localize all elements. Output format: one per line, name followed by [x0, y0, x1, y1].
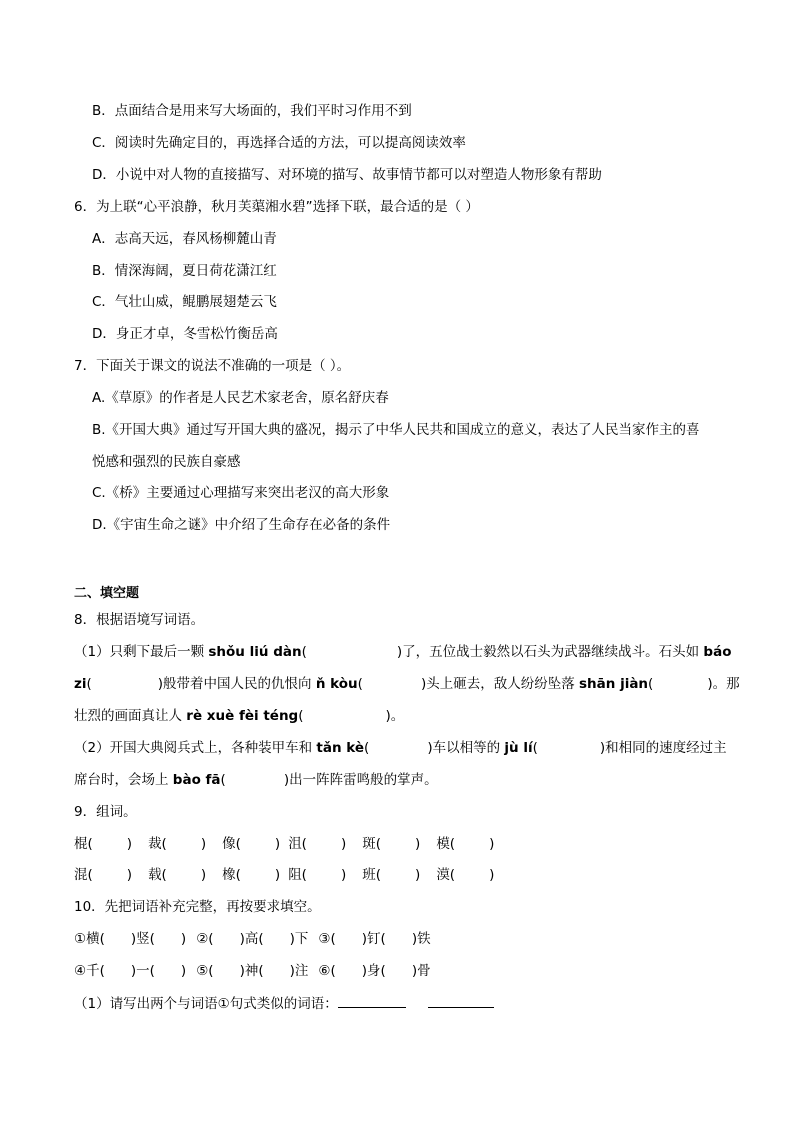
paren-close: )	[340, 867, 347, 883]
idiom-part: )竖(	[130, 931, 155, 947]
idiom-part: )注	[289, 963, 309, 979]
q9-char: 混(	[74, 867, 93, 883]
paren-close: )	[415, 867, 421, 883]
paren-close: )	[415, 836, 421, 852]
idiom-part: )神(	[239, 963, 264, 979]
paren-close: )	[200, 836, 207, 852]
idiom-part: )	[180, 963, 187, 979]
pinyin-rikou: ň kòu	[315, 676, 358, 692]
idiom-part: )铁	[411, 931, 431, 947]
q8-p1-text: 壮烈的画面真让人	[74, 708, 187, 724]
idiom-part: )高(	[239, 931, 264, 947]
idiom-part: )	[180, 931, 187, 947]
paren-close: )	[200, 867, 207, 883]
q5-option-b: B．点面结合是用来写大场面的，我们平时习作用不到	[92, 103, 412, 119]
q8-p1-line3	[74, 706, 404, 726]
q8-p2-line2	[74, 770, 438, 790]
pinyin-zi: zi	[74, 676, 87, 692]
q6-option-b: B．情深海阔，夏日荷花潇江红	[92, 263, 277, 279]
pinyin-tanke: tǎn kè	[316, 740, 365, 756]
paren-close: )	[274, 867, 281, 883]
q9-row1	[74, 834, 494, 854]
idiom-part: ②(	[196, 931, 214, 947]
idiom-part: ⑤(	[196, 963, 214, 979]
answer-underline[interactable]	[428, 993, 494, 1008]
q10-sub1-text: （1）请写出两个与词语①句式类似的词语：	[74, 996, 338, 1012]
paren-close: )	[340, 836, 347, 852]
paren-open: (	[220, 772, 226, 788]
idiom-part: )下	[289, 931, 309, 947]
idiom-part: )一(	[130, 963, 155, 979]
paren-close: )	[126, 867, 133, 883]
paren-close: )	[489, 867, 495, 883]
q9-char: 橡(	[222, 867, 241, 883]
q8-p1-text: （1）只剩下最后一颗	[74, 644, 209, 660]
q8-p1-text: )。	[385, 708, 405, 724]
q6-option-a: A．志高天远，春风杨柳麓山青	[92, 231, 277, 247]
pinyin-juli: jù lí	[504, 740, 533, 756]
q8-p2-text: )出一阵阵雷鸣般的掌声。	[283, 772, 438, 788]
pinyin-rexuefeiteng: rè xuè fèi téng	[186, 708, 299, 724]
q5-option-d: D．小说中对人物的直接描写、对环境的描写、故事情节都可以对塑造人物形象有帮助	[92, 167, 602, 183]
q7-option-d: D.《宇宙生命之谜》中介绍了生命存在必备的条件	[92, 517, 391, 533]
q8-p1-line2	[74, 674, 740, 694]
paren-open: (	[364, 740, 370, 756]
q8-p2-text: )和相同的速度经过主	[599, 740, 727, 756]
q8-p2-text: )车以相等的	[427, 740, 505, 756]
q8-p1-text: )头上砸去，敌人纷纷坠落	[420, 676, 579, 692]
q8-p1-text: )。那	[707, 676, 740, 692]
q9-row2	[74, 865, 494, 885]
q7-stem: 7．下面关于课文的说法不准确的一项是（ ）。	[74, 358, 351, 374]
paren-open: (	[532, 740, 538, 756]
pinyin-bao: báo	[703, 644, 732, 660]
q8-p2-line1	[74, 738, 727, 758]
q10-stem: 10．先把词语补充完整，再按要求填空。	[74, 899, 321, 915]
q8-p2-text: 席台时，会场上	[74, 772, 173, 788]
paren-open: (	[301, 644, 307, 660]
q6-option-c: C．气壮山威，鲲鹏展翅楚云飞	[92, 294, 277, 310]
idiom-part: ⑥(	[318, 963, 336, 979]
paren-close: )	[126, 836, 133, 852]
q9-char: 裁(	[148, 836, 167, 852]
paren-open: (	[357, 676, 363, 692]
q8-p2-text: （2）开国大典阅兵式上，各种装甲车和	[74, 740, 317, 756]
answer-underline[interactable]	[338, 993, 406, 1008]
q10-row1	[74, 929, 431, 949]
paren-open: (	[86, 676, 92, 692]
paren-open: (	[648, 676, 654, 692]
q9-char: 棍(	[74, 836, 93, 852]
q9-char: 模(	[436, 836, 456, 852]
pinyin-shouliudan: shǒu liú dàn	[208, 644, 302, 660]
idiom-part: ④千(	[74, 963, 105, 979]
idiom-part: )身(	[361, 963, 386, 979]
pinyin-baofa: bào fā	[172, 772, 221, 788]
q9-char: 沮(	[288, 836, 307, 852]
q7-option-c: C.《桥》主要通过心理描写来突出老汉的高大形象	[92, 485, 390, 501]
q10-row2	[74, 961, 431, 981]
q9-char: 载(	[148, 867, 167, 883]
q6-stem: 6．为上联“心平浪静，秋月芙蕖湘水碧”选择下联，最合适的是（ ）	[74, 199, 479, 215]
q10-sub1	[74, 993, 494, 1014]
q9-char: 班(	[362, 867, 382, 883]
idiom-part: ③(	[318, 931, 336, 947]
q7-option-b-cont: 悦感和强烈的民族自豪感	[92, 454, 241, 470]
paren-close: )	[274, 836, 281, 852]
q8-p1-line1	[74, 642, 731, 662]
q9-char: 阻(	[288, 867, 307, 883]
q8-stem: 8．根据语境写词语。	[74, 612, 205, 628]
q9-char: 漠(	[436, 867, 456, 883]
idiom-part: ①横(	[74, 931, 105, 947]
pinyin-shanjian: shān jiàn	[579, 676, 649, 692]
paren-close: )	[489, 836, 495, 852]
q8-p1-text: )了，五位战士毅然以石头为武器继续战斗。石头如	[396, 644, 704, 660]
idiom-part: )钉(	[361, 931, 386, 947]
q7-option-b: B.《开国大典》通过写开国大典的盛况，揭示了中华人民共和国成立的意义，表达了人民当家作主的喜	[92, 422, 700, 438]
section-heading: 二、填空题	[74, 586, 140, 601]
q7-option-a: A.《草原》的作者是人民艺术家老舍，原名舒庆春	[92, 390, 389, 406]
q9-char: 斑(	[362, 836, 382, 852]
idiom-part: )骨	[411, 963, 431, 979]
q8-p1-text: )般带着中国人民的仇恨向	[157, 676, 316, 692]
q6-option-d: D．身正才卓，冬雪松竹衡岳高	[92, 326, 278, 342]
paren-open: (	[298, 708, 304, 724]
q9-stem: 9．组词。	[74, 804, 137, 820]
q9-char: 像(	[222, 836, 241, 852]
q5-option-c: C．阅读时先确定目的，再选择合适的方法，可以提高阅读效率	[92, 135, 466, 151]
